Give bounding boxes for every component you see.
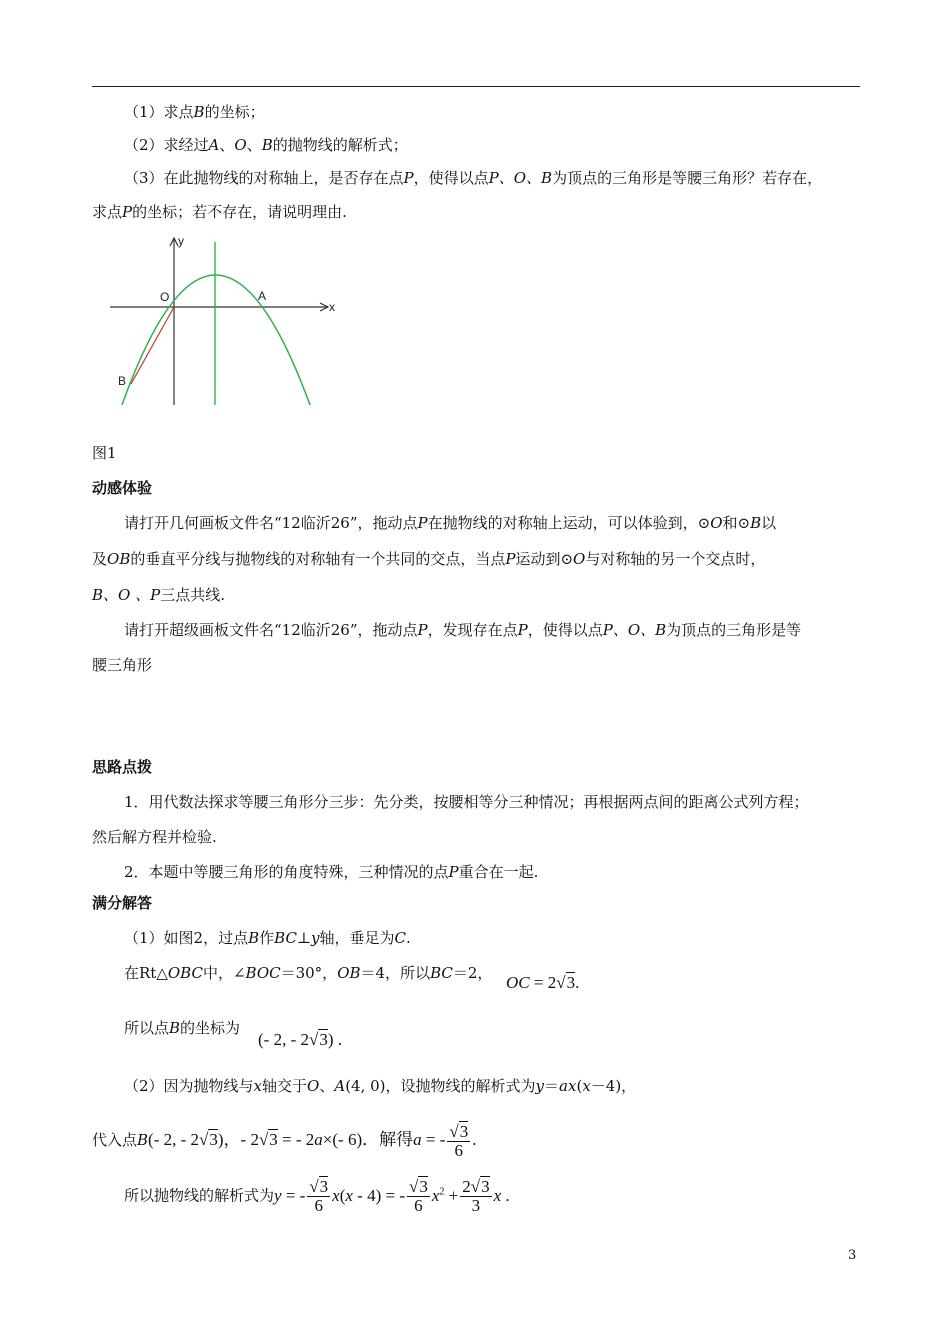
answer-2: 在Rt△OBC中，∠BOC＝30°，OB＝4，所以BC＝2， [124,964,493,982]
answer-1: （1）如图2，过点B作BC⊥y轴，垂足为C. [124,929,411,947]
dynamic-line5: 腰三角形 [92,656,153,674]
heading-hint: 思路点拨 [92,758,153,776]
fraction-2: $\frac{√3}{6}$ [409,1177,428,1216]
question-2: （2）求经过A、O、B的抛物线的解析式； [124,136,408,154]
answer-3: 所以点B的坐标为 [124,1019,241,1037]
heading-dynamic: 动感体验 [92,479,153,497]
x-axis-label: x [329,300,335,314]
hint-1-line1: 1．用代数法探求等腰三角形分三步：先分类，按腰相等分三种情况；再根据两点间的距离公式列方程； [124,793,809,811]
dynamic-line4: 请打开超级画板文件名“12临沂26”，拖动点P，发现存在点P，使得以点P、O、B为顶点的三角形是等 [124,621,802,639]
question-3-line2: 求点P的坐标；若不存在，请说明理由. [92,203,347,221]
point-b-label: B [118,374,127,388]
formula-b-coords: (- 2, - 2√3) . [258,1030,342,1049]
dynamic-line2: 及OB的垂直平分线与抛物线的对称轴有一个共同的交点，当点P运动到⊙O与对称轴的另一个交点时， [92,550,766,568]
fraction-3: $\frac{2√3}{3}$ [462,1177,490,1216]
origin-label: O [160,290,170,304]
hint-1-line2: 然后解方程并检验. [92,828,217,846]
heading-answer: 满分解答 [92,894,153,912]
dynamic-line1: 请打开几何画板文件名“12临沂26”，拖动点P在抛物线的对称轴上运动，可以体验到，⊙O和⊙B以 [124,514,777,532]
page-number: 3 [848,1248,857,1263]
figure-caption: 图1 [92,444,117,462]
y-axis-label: y [178,234,184,248]
fraction-sqrt3-over-6: $\frac{√3}{6}$ [449,1121,469,1160]
answer-6: 所以抛物线的解析式为y = - $\frac{√3}{6}$ x(x - 4) = - $\frac{√3}{6}$ $x^2$ + $\frac{2√3}{3}$ x . [124,1177,510,1216]
segment-ob [131,307,174,384]
point-a-label: A [258,289,267,303]
formula-oc: OC = 2√3. [506,973,580,992]
dynamic-line3: B、O 、P三点共线. [92,586,225,604]
figure-1 [100,230,350,410]
question-1: （1）求点B的坐标； [124,103,265,121]
fraction-1: $\frac{√3}{6}$ [309,1177,329,1216]
answer-4: （2）因为抛物线与x轴交于O、A(4, 0)，设抛物线的解析式为y＝ax(x－4)， [124,1077,637,1095]
question-3-line1: （3）在此抛物线的对称轴上，是否存在点P，使得以点P、O、B为顶点的三角形是等腰三角形？若存在， [124,169,823,187]
header-rule [92,86,860,87]
parabola [122,275,310,405]
hint-2: 2．本题中等腰三角形的角度特殊，三种情况的点P重合在一起. [124,863,539,881]
answer-5: 代入点B(- 2, - 2√3)，- 2√3 = - 2a×(- 6)．解得a = - $\frac{√3}{6}$ . [92,1121,477,1160]
